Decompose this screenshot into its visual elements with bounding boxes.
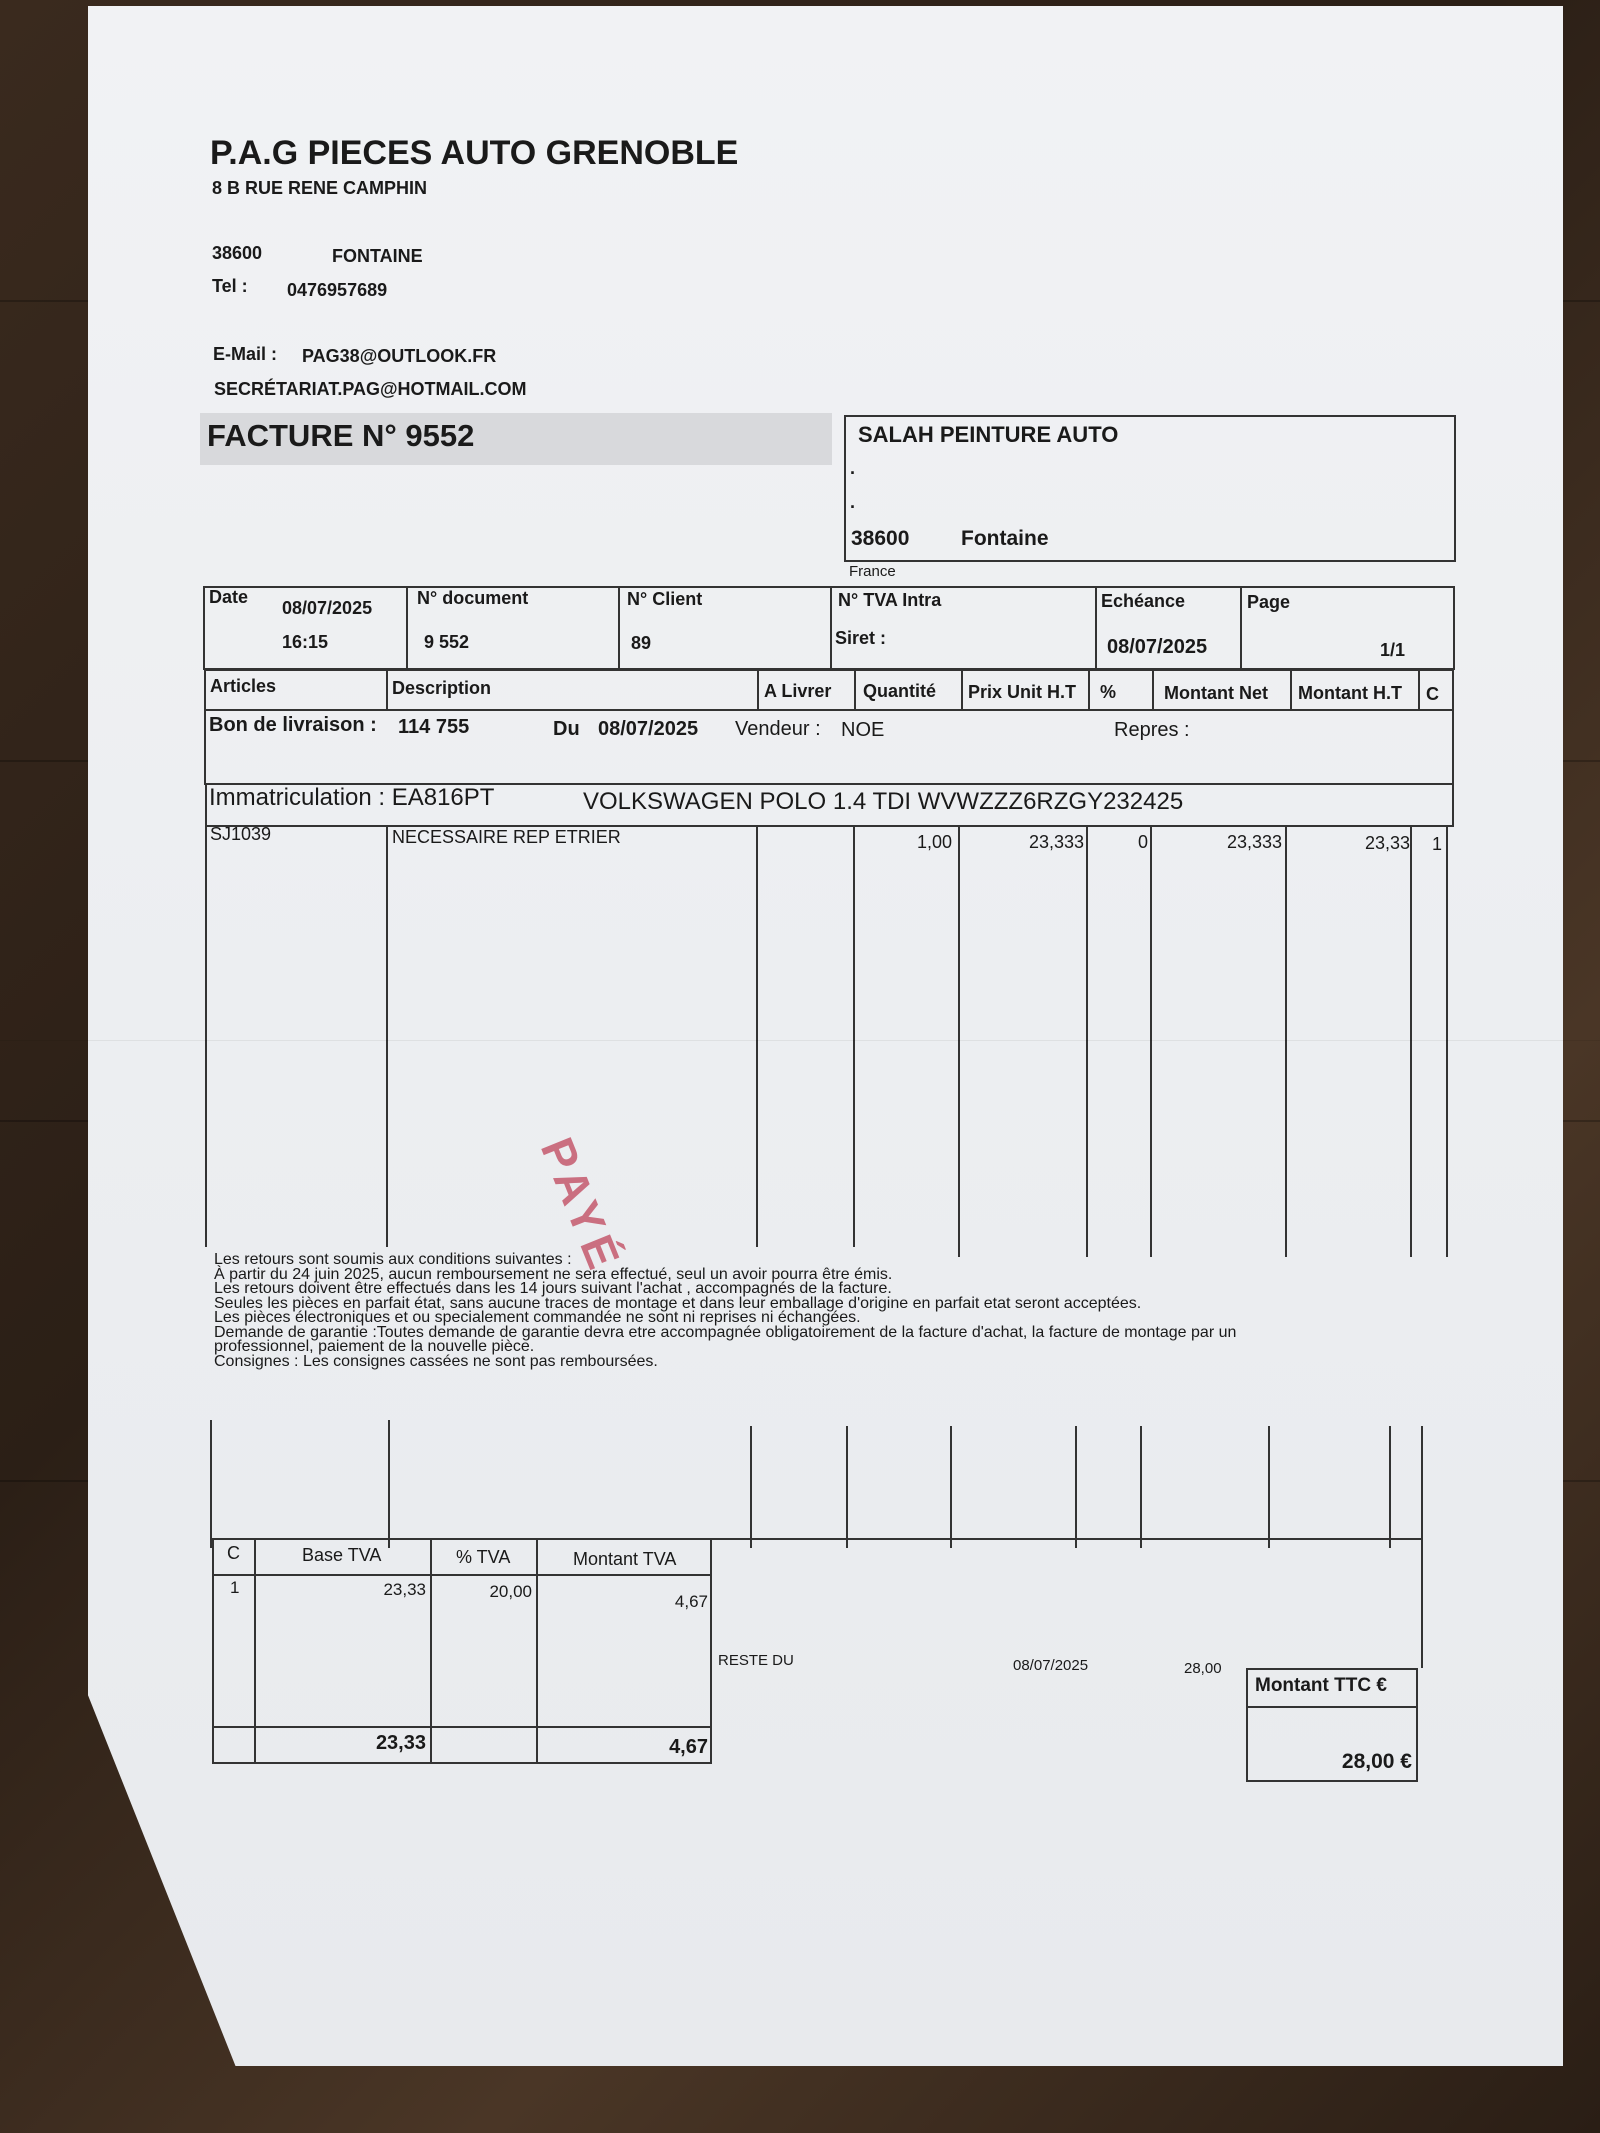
col-montant-ht: Montant H.T xyxy=(1298,683,1402,703)
item-ht: 23,33 xyxy=(1364,833,1410,853)
ttc-value: 28,00 € xyxy=(1341,1750,1412,1773)
col-montant-net: Montant Net xyxy=(1164,683,1268,703)
tva-total-base: 23,33 xyxy=(375,1732,426,1754)
tva-h-base: Base TVA xyxy=(302,1545,382,1565)
item-article: SJ1039 xyxy=(210,824,272,844)
client-postcode: 38600 xyxy=(851,527,910,550)
page-label: Page xyxy=(1247,592,1291,612)
client-name: SALAH PEINTURE AUTO xyxy=(858,422,1119,447)
tva-row-c: 1 xyxy=(230,1578,240,1597)
tva-total-montant: 4,67 xyxy=(669,1736,708,1758)
condition-line: Demande de garantie :Toutes demande de garantie devra etre accompagnée obligatoirement de la facture d'achat, la facture de montage par un xyxy=(214,1323,1237,1341)
reste-label: RESTE DU xyxy=(718,1652,794,1669)
item-unit-price: 23,333 xyxy=(1028,832,1084,852)
item-net: 23,333 xyxy=(1226,832,1282,852)
tva-h-c: C xyxy=(227,1543,240,1563)
col-description: Description xyxy=(392,678,492,698)
delivery-number: 114 755 xyxy=(398,716,470,738)
tel-value: 0476957689 xyxy=(287,280,388,300)
email-2: SECRÉTARIAT.PAG@HOTMAIL.COM xyxy=(214,379,527,399)
vehicle-desc: VOLKSWAGEN POLO 1.4 TDI WVWZZZ6RZGY232425 xyxy=(583,788,1184,815)
tel-label: Tel : xyxy=(212,276,248,296)
immat-label: Immatriculation : EA816PT xyxy=(209,784,495,811)
tva-row-pct: 20,00 xyxy=(489,1582,532,1601)
reste-amount: 28,00 xyxy=(1184,1660,1222,1677)
repres-label: Repres : xyxy=(1114,719,1190,741)
col-prix-unit: Prix Unit H.T xyxy=(968,682,1077,702)
company-address: 8 B RUE RENE CAMPHIN xyxy=(212,178,428,198)
company-postcode: 38600 xyxy=(212,243,263,263)
doc-label: N° document xyxy=(417,588,529,608)
col-pct: % xyxy=(1100,682,1117,702)
condition-line: Les pièces électroniques et ou specialement commandée ne sont ni reprises ni échangées. xyxy=(214,1309,861,1326)
col-quantite: Quantité xyxy=(863,681,937,701)
tva-h-pct: % TVA xyxy=(456,1547,511,1567)
due-label: Echéance xyxy=(1101,591,1186,611)
condition-line: Les retours doivent être effectués dans les 14 jours suivant l'achat , accompagnés de la facture. xyxy=(214,1280,892,1297)
client-line3: . xyxy=(850,492,856,512)
page-value: 1/1 xyxy=(1380,640,1406,660)
date-value: 08/07/2025 xyxy=(282,598,373,618)
col-a-livrer: A Livrer xyxy=(764,681,832,701)
reste-date: 08/07/2025 xyxy=(1013,1657,1089,1674)
item-quantity: 1,00 xyxy=(916,832,952,852)
vendeur-label: Vendeur : xyxy=(735,718,821,740)
condition-line: À partir du 24 juin 2025, aucun remboursement ne sera effectué, seul un avoir pourra être émis. xyxy=(214,1265,893,1283)
email-label: E-Mail : xyxy=(213,344,278,364)
tva-label: N° TVA Intra xyxy=(838,590,942,610)
tva-row-base: 23,33 xyxy=(383,1580,426,1599)
client-no-label: N° Client xyxy=(627,589,703,609)
condition-line: professionnel, paiement de la nouvelle pièce. xyxy=(214,1338,535,1355)
due-value: 08/07/2025 xyxy=(1107,636,1208,658)
client-city: Fontaine xyxy=(961,527,1049,550)
client-no-value: 89 xyxy=(631,633,652,653)
conditions xyxy=(214,1253,1424,1369)
item-c: 1 xyxy=(1432,834,1443,854)
ttc-label: Montant TTC € xyxy=(1255,1675,1387,1696)
delivery-row xyxy=(204,709,1454,785)
siret-label: Siret : xyxy=(835,628,887,648)
delivery-du: 08/07/2025 xyxy=(598,718,699,740)
date-label: Date xyxy=(209,587,249,607)
tva-h-montant: Montant TVA xyxy=(573,1549,677,1569)
paid-stamp: PAYÉ xyxy=(530,1130,633,1282)
tva-row-montant: 4,67 xyxy=(674,1592,708,1611)
col-c: C xyxy=(1426,684,1439,704)
delivery-du-label: Du xyxy=(553,718,580,740)
invoice-title: FACTURE N° 9552 xyxy=(207,418,475,453)
condition-line: Les retours sont soumis aux conditions suivantes : xyxy=(214,1251,572,1268)
item-description: NECESSAIRE REP ETRIER xyxy=(392,827,621,847)
company-city: FONTAINE xyxy=(332,246,423,266)
time-value: 16:15 xyxy=(282,632,329,652)
doc-value: 9 552 xyxy=(424,632,470,652)
client-country: France xyxy=(849,563,896,580)
item-pct: 0 xyxy=(1137,832,1148,852)
email-1: PAG38@OUTLOOK.FR xyxy=(302,346,497,366)
vendeur-value: NOE xyxy=(841,719,885,741)
condition-line: Seules les pièces en parfait état, sans aucune traces de montage et dans leur emballage d'origine en parfait etat seront acceptées. xyxy=(214,1294,1142,1312)
tva-table xyxy=(212,1538,712,1764)
col-articles: Articles xyxy=(210,676,277,696)
delivery-label: Bon de livraison : xyxy=(209,714,377,736)
client-line2: . xyxy=(850,458,856,478)
condition-line: Consignes : Les consignes cassées ne sont pas remboursées. xyxy=(214,1352,658,1370)
company-name: P.A.G PIECES AUTO GRENOBLE xyxy=(210,134,739,172)
